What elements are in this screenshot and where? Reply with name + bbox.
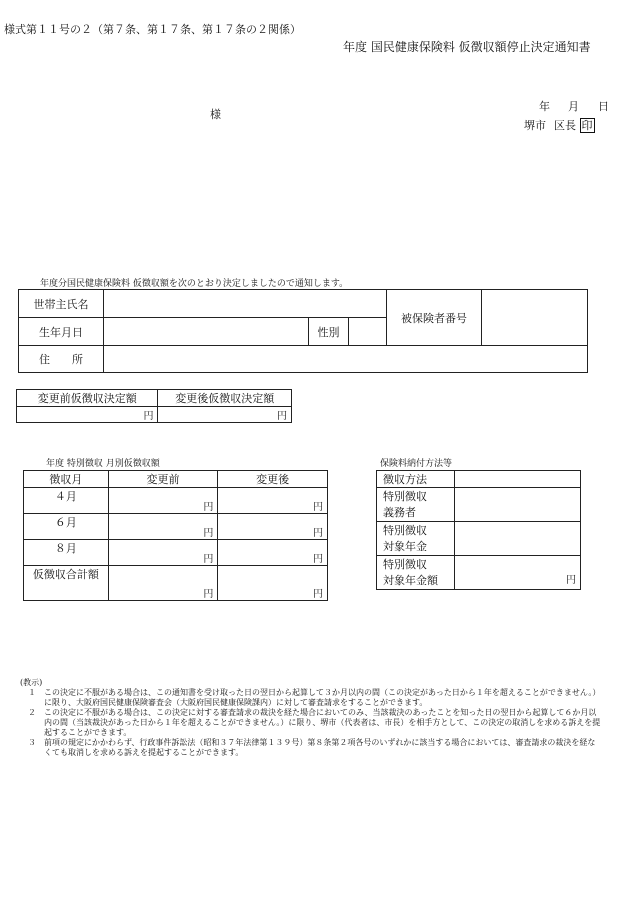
issuer-city: 堺市 [524, 119, 546, 132]
col-after-header: 変更後 [218, 471, 328, 488]
date-month: 月 [568, 100, 579, 113]
after-amount-label: 変更後仮徴収決定額 [158, 390, 292, 407]
birthdate-label: 生年月日 [19, 318, 104, 346]
obligor-value [454, 488, 580, 522]
note-item-1: １ この決定に不服がある場合は、この通知書を受け取った日の翌日から起算して３か月以内の間（この決定があった日から１年を超えることができません。）に限り、大阪府国民健康保険審査会（大阪府国民健康保険課内）に対して審査請求をすることができます。 [28, 688, 601, 707]
table-row [24, 514, 328, 540]
intro-text: 年度分国民健康保険料 仮徴収額を次のとおり決定しましたので通知します。 [40, 279, 349, 289]
insured-number-label: 被保険者番号 [387, 290, 482, 346]
col-before-header: 変更前 [108, 471, 218, 488]
month-april: ４月 [24, 488, 109, 514]
monthly-caption: 年度 特別徴収 月別仮徴収額 [46, 459, 160, 469]
total-label: 仮徴収合計額 [24, 566, 109, 601]
table-row [24, 566, 328, 601]
pension-value [454, 522, 580, 556]
month-june: ６月 [24, 514, 109, 540]
obligor-label: 特別徴収 義務者 [377, 488, 455, 522]
insured-number-value [482, 290, 588, 346]
august-after-yen: 円 [218, 540, 328, 566]
householder-value [104, 290, 387, 318]
birthdate-value [104, 318, 309, 346]
table-row [24, 488, 328, 514]
note-item-2: ２ この決定に不服がある場合は、この決定に対する審査請求の裁決を経た場合においてのみ、当該裁決のあったことを知った日の翌日から起算して６か月以内の間（当該裁決があった日から１年を超えることができません。）に限り、堺市（代表者は、市長）を相手方として、この決定の取消しを求める訴えを提起することができます。 [28, 708, 601, 737]
form-number: 様式第１１号の２（第７条、第１７条、第１７条の２関係） [4, 23, 301, 36]
issuer-line [524, 117, 595, 133]
date-day: 日 [598, 100, 609, 113]
gender-label: 性別 [309, 318, 349, 346]
pension-amount-label: 特別徴収 対象年金額 [377, 556, 455, 590]
month-august: ８月 [24, 540, 109, 566]
april-after-yen: 円 [218, 488, 328, 514]
june-after-yen: 円 [218, 514, 328, 540]
method-caption: 保険料納付方法等 [380, 459, 453, 469]
date-year: 年 [539, 100, 550, 113]
issuer-ward-head: 区長 [554, 119, 576, 132]
pension-label: 特別徴収 対象年金 [377, 522, 455, 556]
info-table [18, 289, 588, 373]
pension-amount-yen: 円 [454, 556, 580, 590]
table-row [24, 540, 328, 566]
col-month-header: 徴収月 [24, 471, 109, 488]
note-item-3: ３ 前項の規定にかかわらず、行政事件訴訟法（昭和３７年法律第１３９号）第８条第２項各号のいずれかに該当する場合においては、審査請求の裁決を経なくても取消しを求める訴えを提起することができます。 [28, 738, 596, 757]
change-amount-table [16, 389, 292, 423]
august-before-yen: 円 [108, 540, 218, 566]
document-title: 年度 国民健康保険料 仮徴収額停止決定通知書 [343, 40, 591, 54]
before-amount-label: 変更前仮徴収決定額 [17, 390, 158, 407]
total-after-yen: 円 [218, 566, 328, 601]
householder-label: 世帯主氏名 [19, 290, 104, 318]
total-before-yen: 円 [108, 566, 218, 601]
april-before-yen: 円 [108, 488, 218, 514]
address-label: 住 所 [19, 346, 104, 373]
address-value [104, 346, 588, 373]
before-amount-yen: 円 [17, 407, 158, 423]
after-amount-yen: 円 [158, 407, 292, 423]
instructions-notes [22, 678, 602, 758]
june-before-yen: 円 [108, 514, 218, 540]
monthly-table [23, 470, 328, 601]
method-table [376, 470, 581, 590]
method-value [454, 471, 580, 488]
addressee-sama: 様 [210, 108, 221, 121]
notes-heading: (教示) [20, 678, 43, 687]
method-label: 徴収方法 [377, 471, 455, 488]
gender-value [349, 318, 387, 346]
seal-mark: 印 [581, 119, 593, 132]
